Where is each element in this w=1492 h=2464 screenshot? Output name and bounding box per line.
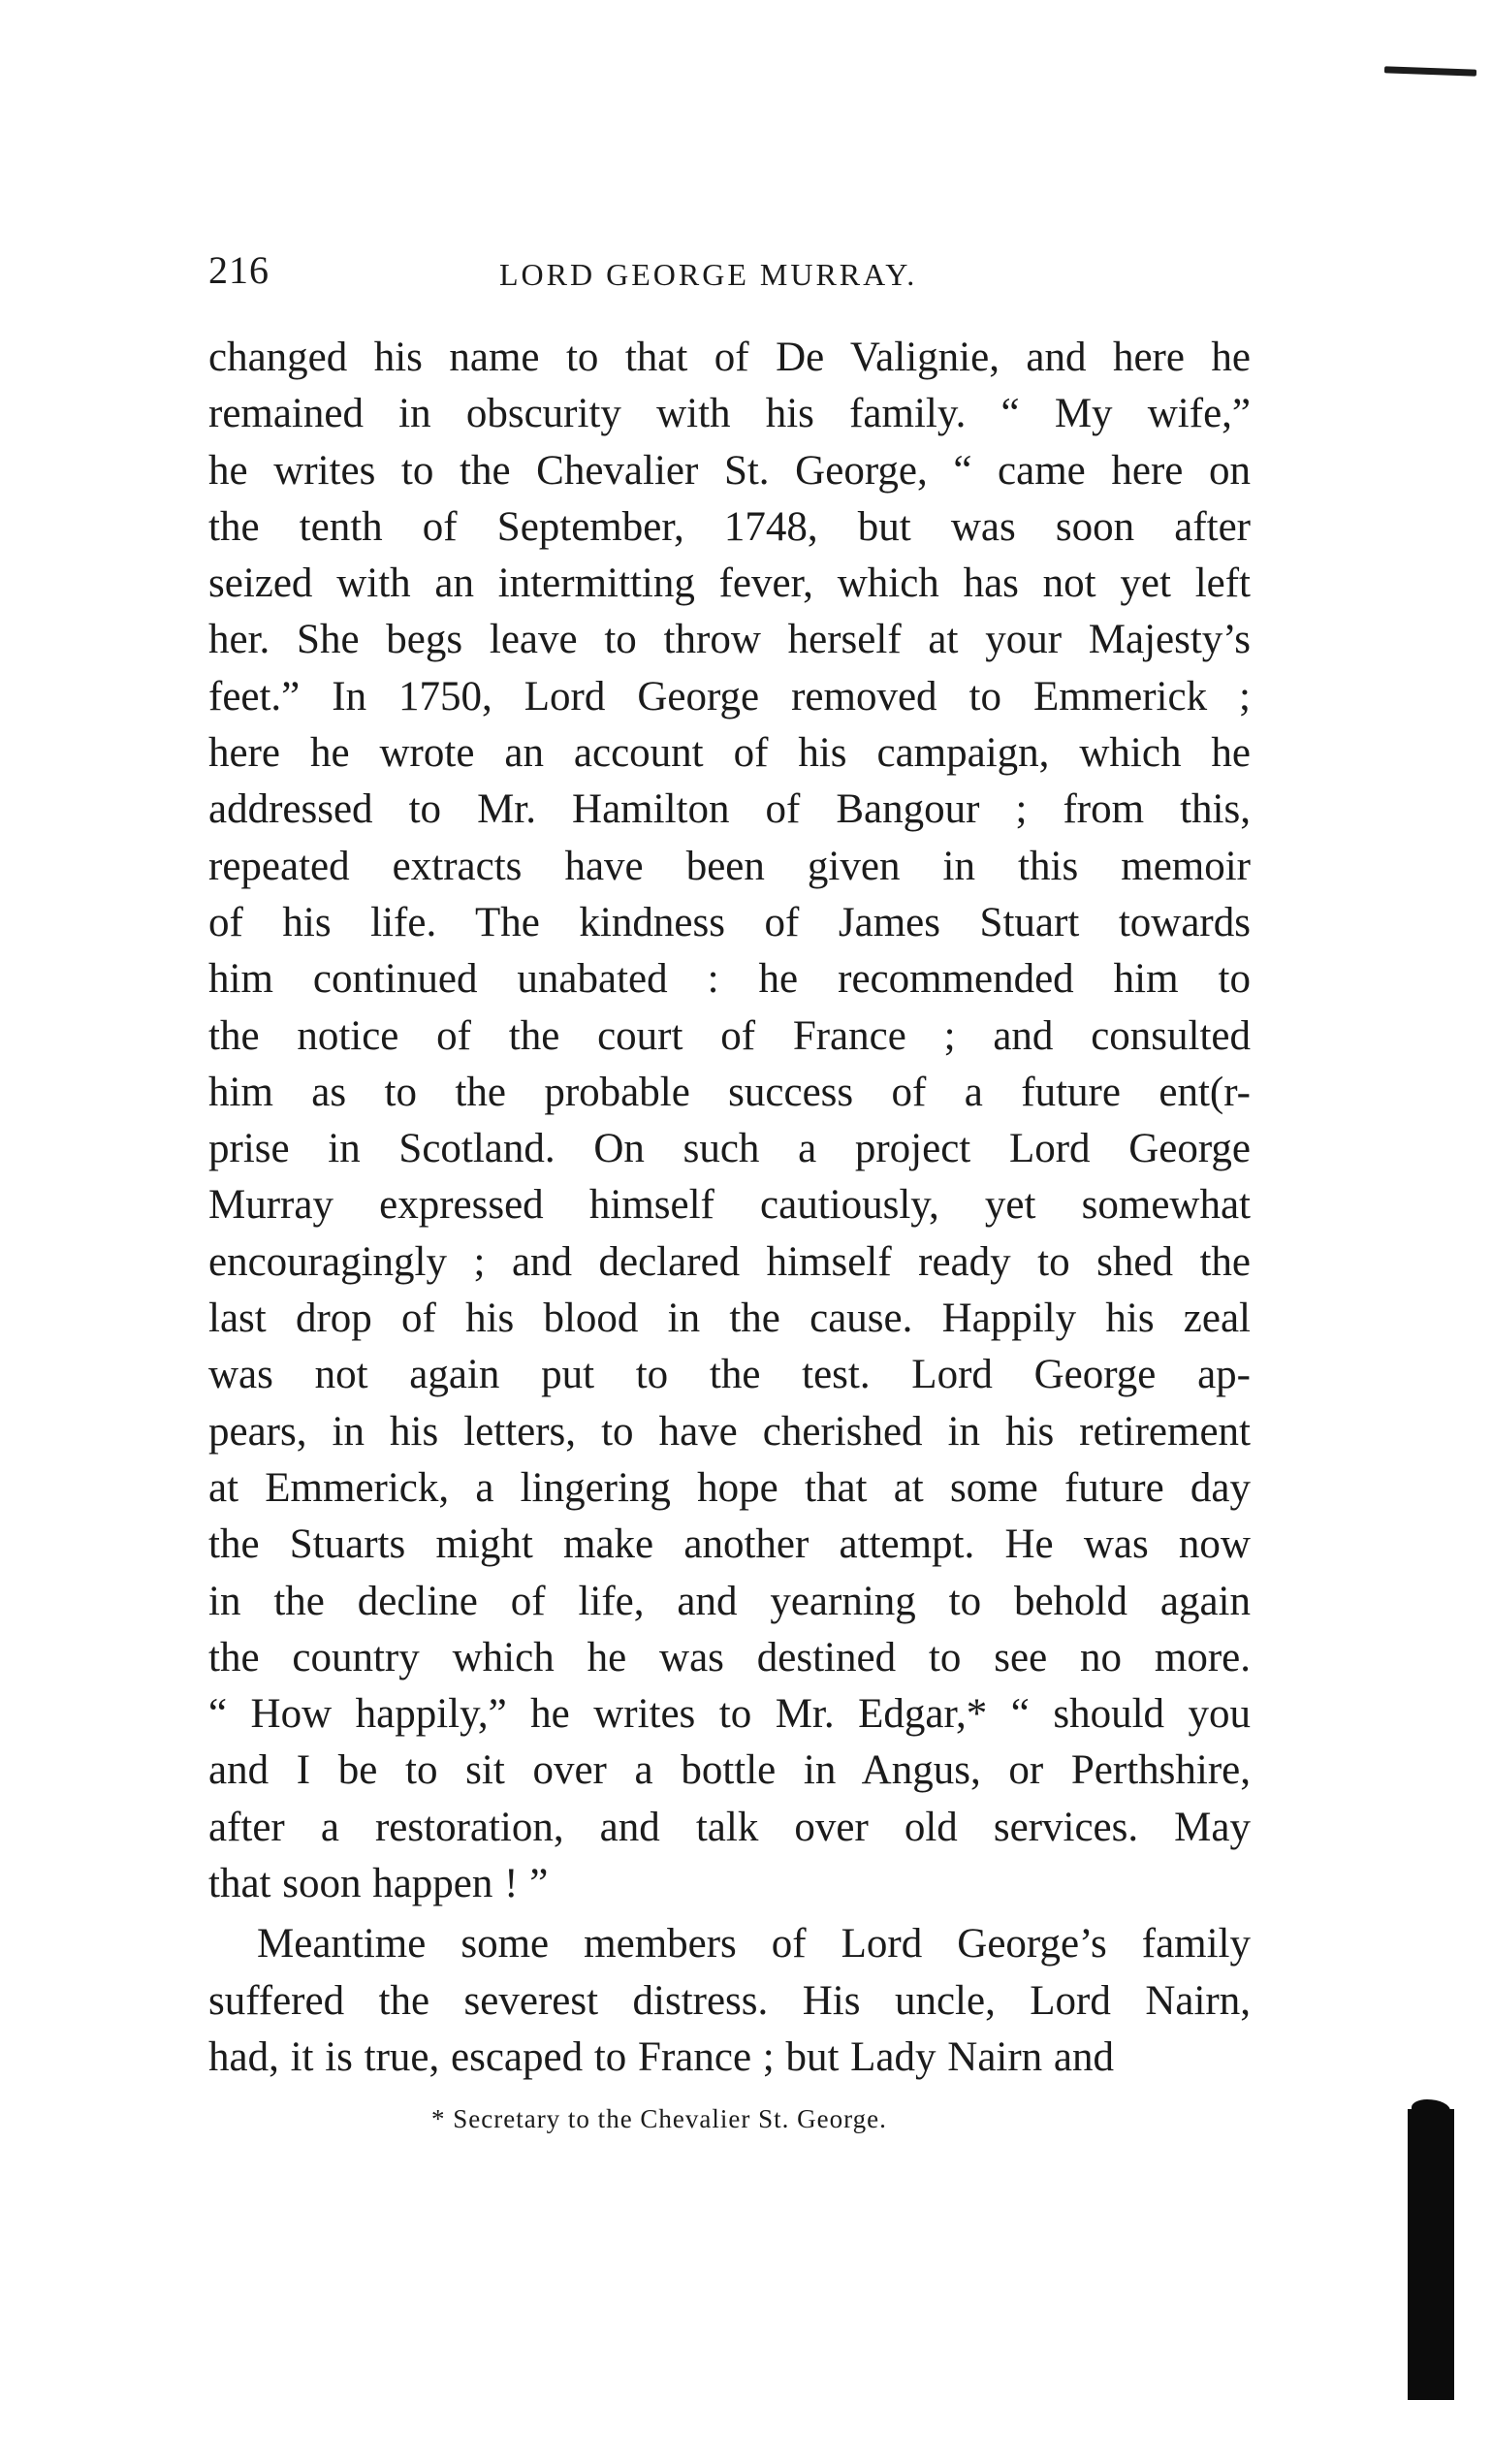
text-line: addressed to Mr. Hamilton of Bangour ; from this, [208, 786, 1251, 833]
text-line: “ How happily,” he writes to Mr. Edgar,* “ should you [208, 1691, 1251, 1738]
text-line: her. She begs leave to throw herself at your Majesty’s [208, 617, 1251, 663]
text-line: him continued unabated : he recommended him to [208, 956, 1251, 1003]
text-line: the country which he was destined to see no more. [208, 1634, 1251, 1680]
text-line: and I be to sit over a bottle in Angus, or Perthshire, [208, 1747, 1251, 1794]
text-line: pears, in his letters, to have cherished in his retirement [208, 1408, 1251, 1455]
text-line: Meantime some members of Lord George’s family [257, 1921, 1251, 1968]
running-head: LORD GEORGE MURRAY. [499, 257, 918, 292]
text-line: feet.” In 1750, Lord George removed to Emmerick ; [208, 673, 1251, 720]
page-header [208, 247, 1251, 305]
text-line: Murray expressed himself cautiously, yet somewhat [208, 1182, 1251, 1229]
text-line: repeated extracts have been given in this memoir [208, 843, 1251, 889]
scan-artifact-top [1384, 66, 1476, 76]
text-line: suffered the severest distress. His uncle, Lord Nairn, [208, 1977, 1251, 2024]
text-line: the Stuarts might make another attempt. He was now [208, 1521, 1251, 1568]
body-text [208, 330, 1251, 2086]
text-line: changed his name to that of De Valignie, and here he [208, 335, 1251, 380]
text-line: here he wrote an account of his campaign, which he [208, 730, 1251, 777]
page-number: 216 [208, 248, 270, 292]
text-line: the notice of the court of France ; and consulted [208, 1012, 1251, 1059]
text-line: encouragingly ; and declared himself ready to shed the [208, 1238, 1251, 1285]
text-line: him as to the probable success of a future ent(r- [208, 1069, 1251, 1115]
scan-artifact-bar [1408, 2109, 1454, 2400]
text-line: that soon happen ! ” [208, 1861, 549, 1907]
text-line: last drop of his blood in the cause. Happily his zeal [208, 1296, 1251, 1342]
text-line: he writes to the Chevalier St. George, “ came here on [208, 447, 1251, 494]
text-line: in the decline of life, and yearning to behold again [208, 1578, 1251, 1624]
text-line: had, it is true, escaped to France ; but Lady Nairn and [208, 2033, 1115, 2080]
paragraph-1 [208, 330, 1251, 1912]
text-line: after a restoration, and talk over old services. May [208, 1804, 1251, 1850]
text-line: was not again put to the test. Lord George ap- [208, 1352, 1251, 1398]
text-line: remained in obscurity with his family. “ My wife,” [208, 391, 1251, 437]
text-line: prise in Scotland. On such a project Lord George [208, 1126, 1251, 1172]
text-line: the tenth of September, 1748, but was soon after [208, 503, 1251, 550]
text-line: seized with an intermitting fever, which has not yet left [208, 560, 1251, 607]
text-line: of his life. The kindness of James Stuart towards [208, 899, 1251, 945]
footnote: * Secretary to the Chevalier St. George. [431, 2104, 887, 2133]
text-line: at Emmerick, a lingering hope that at some future day [208, 1464, 1251, 1511]
paragraph-2 [208, 1916, 1251, 2086]
